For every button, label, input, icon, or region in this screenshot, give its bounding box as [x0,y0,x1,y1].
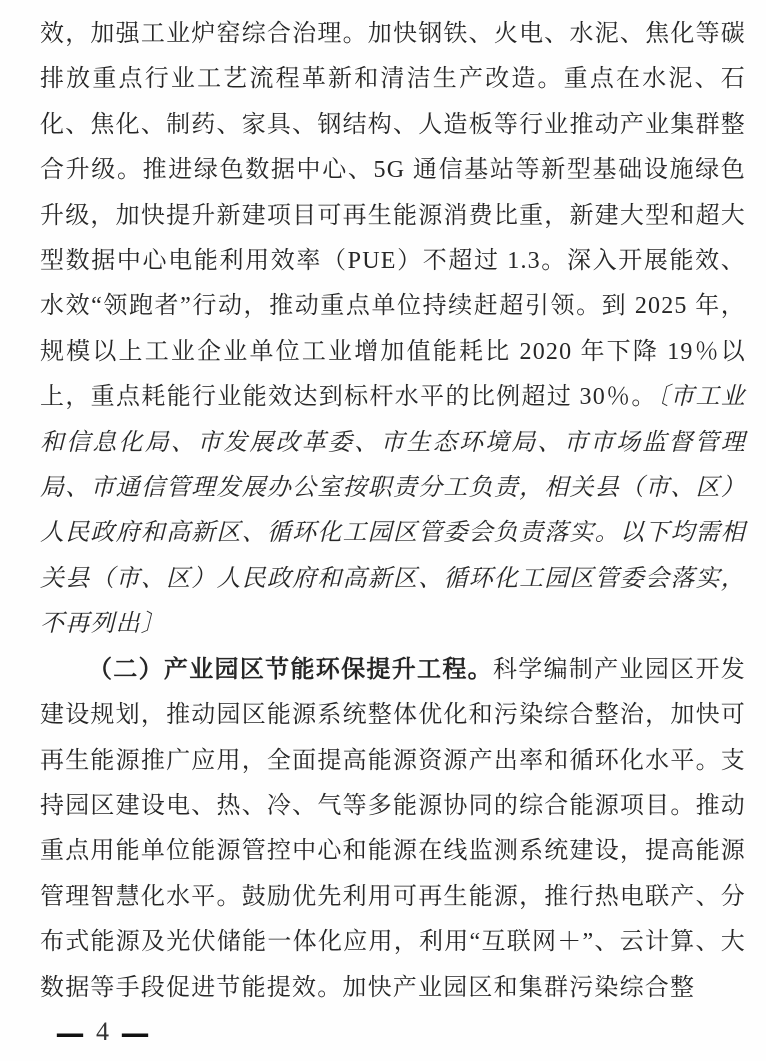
responsibility-note-kai: 〔市工业和信息化局、市发展改革委、市生态环境局、市市场监督管理局、市通信管理发展办公室按职责分工负责，相关县（市、区）人民政府和高新区、循环化工园区管委会负责落实。以下均需相关县（市、区）人民政府和高新区、循环化工园区管委会落实，不再列出〕 [40,384,746,638]
body-text-main: 效，加强工业炉窑综合治理。加快钢铁、火电、水泥、焦化等碳排放重点行业工艺流程革新和清洁生产改造。重点在水泥、石化、焦化、制药、家具、钢结构、人造板等行业推动产业集群整合升级。推进绿色数据中心、5G 通信基站等新型基础设施绿色升级，加快提升新建项目可再生能源消费比重，新建大型和超大型数据中心电能利用效率（PUE）不超过 1.3。深入开展能效、水效“领跑者”行动，推动重点单位持续赶超引领。到 2025 年，规模以上工业企业单位工业增加值能耗比 2020 年下降 19％以上，重点耗能行业能效达到标杆水平的比例超过 30％。 [40,21,746,411]
body-text-section-two: 科学编制产业园区开发建设规划，推动园区能源系统整体优化和污染综合整治，加快可再生能源推广应用，全面提高能源资源产出率和循环化水平。支持园区建设电、热、冷、气等多能源协同的综合能源项目。推动重点用能单位能源管控中心和能源在线监测系统建设，提高能源管理智慧化水平。鼓励优先利用可再生能源，推行热电联产、分布式能源及光伏储能一体化应用，利用“互联网＋”、云计算、大数据等手段促进节能提效。加快产业园区和集群污染综合整 [40,656,747,1001]
document-body [40,12,746,1011]
footer-dash-left: — [57,1003,83,1059]
page-number: 4 [96,1017,109,1046]
paragraph-section-two [40,648,746,1011]
footer-dash-right: — [122,1003,148,1059]
section-heading: （二）产业园区节能环保提升工程。 [88,656,493,683]
paragraph-continued [40,12,746,648]
page-footer [57,1003,148,1059]
